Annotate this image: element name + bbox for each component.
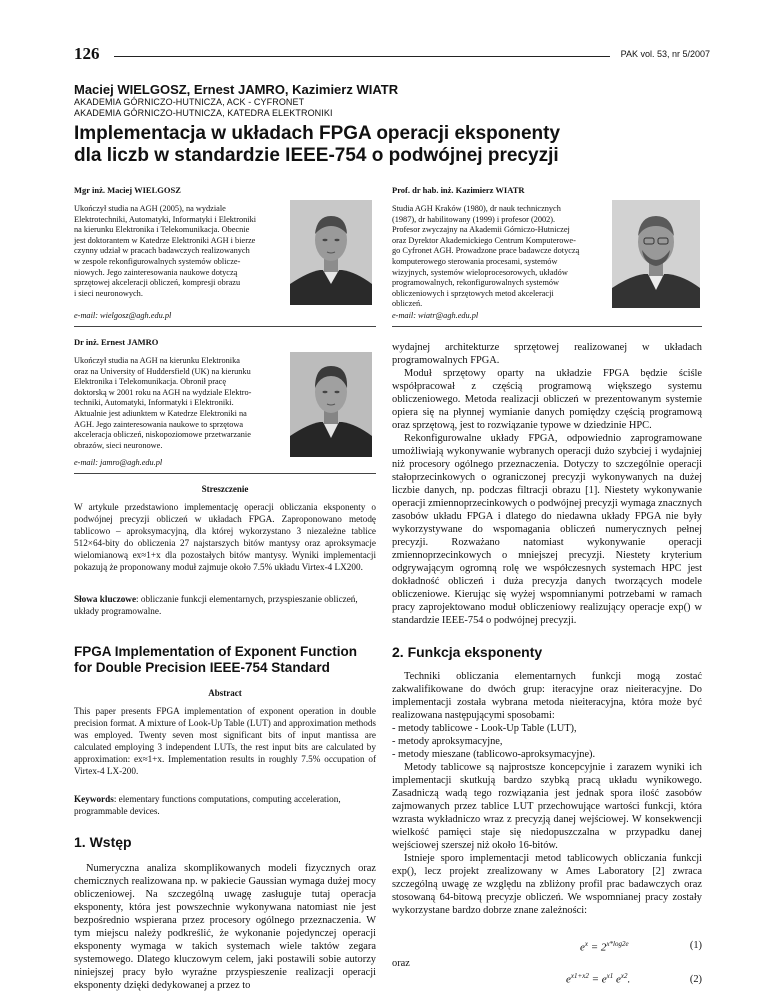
streszczenie-text: W artykule przedstawiono implementację operacji obliczania eksponenty o podwójnej precyzji obliczeń w układach FPGA. Zaproponowano metodę tablicowo – aproksymacyjną, dla której wykorzystano 3 niezależne tablice 512×64-bity do obliczenia 27 najstarszych bitów mantysy oraz aproksymacje wielomianową ex≈1+x dla pozostałych bitów mantysy. Wyniki implementacji pokazują że proponowany moduł zajmuje około 7.5% układu Virtex-4 LX200. [74, 502, 376, 572]
author-photo-wiatr [612, 200, 700, 308]
section-2-title: 2. Funkcja eksponenty [392, 644, 543, 660]
page-header [74, 44, 710, 68]
bio-name-wielgosz: Mgr inż. Maciej WIELGOSZ [74, 185, 181, 195]
email-jamro: e-mail: jamro@agh.edu.pl [74, 458, 163, 467]
affiliation-2: AKADEMIA GÓRNICZO-HUTNICZA, KATEDRA ELEKTRONIKI [74, 108, 333, 118]
abstract-heading: Abstract [208, 688, 242, 698]
methods-list [392, 722, 702, 761]
equation-1-number: (1) [689, 940, 702, 951]
bio-rule-left [74, 326, 376, 327]
title-line-2: dla liczb w standardzie IEEE-754 o podwójnej precyzji [74, 145, 559, 166]
list-item: - metody mieszane (tablicowo-aproksymacyjne). [392, 749, 596, 760]
english-title-line-2: for Double Precision IEEE-754 Standard [74, 660, 330, 675]
list-item: - metody tablicowe - Look-Up Table (LUT), [392, 723, 577, 734]
bio-text-wiatr: Studia AGH Kraków (1980), dr nauk technicznych (1987), dr habilitowany (1999) i profesor (2002). Profesor zwyczajny na Akademii Górniczo-Hutniczej oraz Dyrektor Akademickiego Centrum Komputerowe- go Cyfronet AGH. Prowadzone prace badawcze dotyczą komputerowego sterowania procesami, systemów wizyjnych, systemów wieloprocesorowych, układów programowalnych, rekonfigurowalnych systemów obliczeniowych i sprzętowych metod akceleracji obliczeń. [392, 204, 580, 309]
english-title-line-1: FPGA Implementation of Exponent Function [74, 644, 357, 659]
authors: Maciej WIELGOSZ, Ernest JAMRO, Kazimierz WIATR [74, 82, 399, 97]
keywords-en [74, 794, 376, 818]
author-photo-jamro [290, 352, 372, 457]
bio-text-wielgosz: Ukończył studia na AGH (2005), na wydziale Elektrotechniki, Automatyki, Informatyki i Elektroniki na kierunku Elektronika i Telekomunikacja. Obecnie jest doktorantem w Katedrze Elektroniki AGH i bierze czynny udział w pracach badawczych realizowanych w zespole rekonfigurowalnych systemów oblicze- niowych. Jego zainteresowania naukowe dotyczą sprzętowej akceleracji obliczeń, kompresji obrazu i sieci neuronowych. [74, 204, 257, 298]
bio-rule-right [392, 326, 702, 327]
email-wiatr: e-mail: wiatr@agh.edu.pl [392, 311, 479, 320]
section-1-text: Numeryczna analiza skomplikowanych modeli fizycznych oraz chemicznych realizowana np. w pakiecie Gaussian wymaga dużej mocy obliczeniowej. Na szczególną uwagę zasługuje tutaj operacja eksponenty, która jest powszechnie wykonywana natomiast nie jest bezpośrednio wspierana przez procesory ogólnego przeznaczenia. W tym miejscu należy podkreślić, że wykonanie pojedynczej operacji eksponenty wymaga w takich systemach wiele taktów zegara systemowego. Dlatego kluczowym celem, jaki postawili sobie autorzy niniejszej pracy było wyraźne przyspieszenie realizacji operacji eksponenty dzięki dedykowanej a przez to [74, 863, 376, 991]
right-column-intro: wydajnej architekturze sprzętowej realizowanej w układach programowalnych FPGA. Moduł sprzętowy oparty na układzie FPGA będzie ściśle współpracował z częścią programową większego systemu obliczeniowego. Metoda realizacji obliczeń w prezentowanym systemie opiera się na płynnej wymianie danych pomiędzy częścią programową oraz sprzętową, jest to rozwiązanie typowe w dziedzinie HPC. Rekonfigurowalne układy FPGA, odpowiednio zaprogramowane umożliwiają wykonywanie wybranych operacji dużo szybciej i wydajniej niż procesory ogólnego przeznaczenia. Dotyczy to szczególnie operacji stałoprzecinkowych o ograniczonej precyzji wykonywanych na dużej liczbie danych, np. podczas filtracji obrazu [1]. Niestety wykonywanie operacji zmiennoprzecinkowych o podwójnej precyzji wymaga znacznych zasobów układu FPGA i dlatego do niedawna układy FPGA nie były wykorzystywane do wspomagania obliczeń numerycznych pełnej precyzji. Rozważano natomiast wykonywanie operacji zmiennoprzecinkowych o mniejszej precyzji. Niestety kryterium odgrywającym ogromną rolę we współczesnych systemach HPC jest dokładność obliczeń i duża precyzja danych tworzących modele obliczeniowe. Kierując się wyżej wspomnianymi potrzebami w ramach pracy zaprojektowano moduł obliczeniowy realizujący operacje exp() w standardzie IEEE-754 o podwójnej precyzji. [392, 342, 702, 626]
equation-1: $e^x = 2^{x*log2e}$ (1) [580, 940, 702, 954]
section-1-title: 1. Wstęp [74, 834, 132, 850]
keywords-en-text: : elementary functions computations, computing acceleration, programmable devices. [74, 794, 341, 816]
keywords-pl: : obliczanie funkcji elementarnych, przyspieszanie obliczeń, układy programowalne. [74, 594, 358, 616]
email-wielgosz: e-mail: wielgosz@agh.edu.pl [74, 311, 172, 320]
english-title [74, 644, 357, 676]
page-number: 126 [74, 44, 100, 63]
equation-2: $e^{x1+x2} = e^{x1}$ $e^{x2}$. (2) [566, 972, 702, 986]
slowa-kluczowe [74, 594, 376, 618]
bio-name-wiatr: Prof. dr hab. inż. Kazimierz WIATR [392, 185, 525, 195]
oraz-text: oraz [392, 958, 410, 969]
keywords-label-en: Keywords [74, 794, 114, 804]
list-item: - metody aproksymacyjne, [392, 736, 503, 747]
section-2-text: Techniki obliczania elementarnych funkcji mogą zostać zakwalifikowane do dwóch grup: iteracyjne oraz nieiteracyjne. Do implementacji została wybrana metoda nieiteracyjna, która może być realizowana następującymi sposobami: - metody tablicowe - Look-Up Table (LUT), - metody aproksymacyjne, - metody mieszane (tablicowo-aproksymacyjne). Metody tablicowe są najprostsze koncepcyjnie i zarazem wyniki ich implementacji skutkują bardzo szybką pracą układu wynikowego. Zasadniczą wadą tego rozwiązania jest jednak spora ilość zasobów zajmowanych przez tablice LUT przechowujące wartości funkcji, która wzrasta wykładniczo wraz z precyzją danej wejściowej. W konsekwencji wielkość pamięci staje się niedopuszczalna w przypadku danej wejściowej szerszej niż około 16-bitów. Istnieje sporo implementacji metod tablicowych obliczania funkcji exp(), lecz projekt zrealizowany w Ames Laboratory [2] zwraca szczególną uwagę ze względu na zbliżony profil prac badawczych oraz stosowaną 64-bitową precyzje obliczeń. We wspomnianej pracy zostały wykorzystane bardzo dobrze znane zależności: [392, 671, 702, 916]
equation-2-number: (2) [689, 974, 702, 985]
paper-title [74, 123, 714, 167]
bio-text-jamro: Ukończył studia na AGH na kierunku Elektronika oraz na University of Huddersfield (UK) na kierunku Elektronika i Telekomunikacja. Obronił pracę doktorską w 2001 roku na AGH na wydziale Elektro- techniki, Automatyki, Informatyki i Elektroniki. Aktualnie jest adiunktem w Katedrze Elektroniki na AGH. Jego zainteresowania naukowe to sprzętowa akceleracja obliczeń, niskopoziomowe przetwarzanie obrazów, sieci neuronowe. [74, 356, 252, 450]
streszczenie-heading: Streszczenie [201, 484, 249, 494]
author-photo-wielgosz [290, 200, 372, 305]
journal-reference: PAK vol. 53, nr 5/2007 [620, 49, 710, 59]
affiliation-1: AKADEMIA GÓRNICZO-HUTNICZA, ACK - CYFRONET [74, 97, 305, 107]
abstract-text: This paper presents FPGA implementation of exponent operation in double precision format. A mixture of Look-Up Table (LUT) and approximation methods was employed. Twenty seven most significant bits of input mantissa are calculated employing 3 independent LUTs, the rest input bits are calculated by approximation: ex≈1+x. Implementation results in roughly 7.5% occupation of Virtex-4 LX-200. [74, 706, 376, 776]
keywords-label-pl: Słowa kluczowe [74, 594, 137, 604]
title-line-1: Implementacja w układach FPGA operacji eksponenty [74, 123, 561, 144]
bio-name-jamro: Dr inż. Ernest JAMRO [74, 337, 159, 347]
header-rule [114, 56, 610, 57]
bio-rule-jamro [74, 473, 376, 474]
